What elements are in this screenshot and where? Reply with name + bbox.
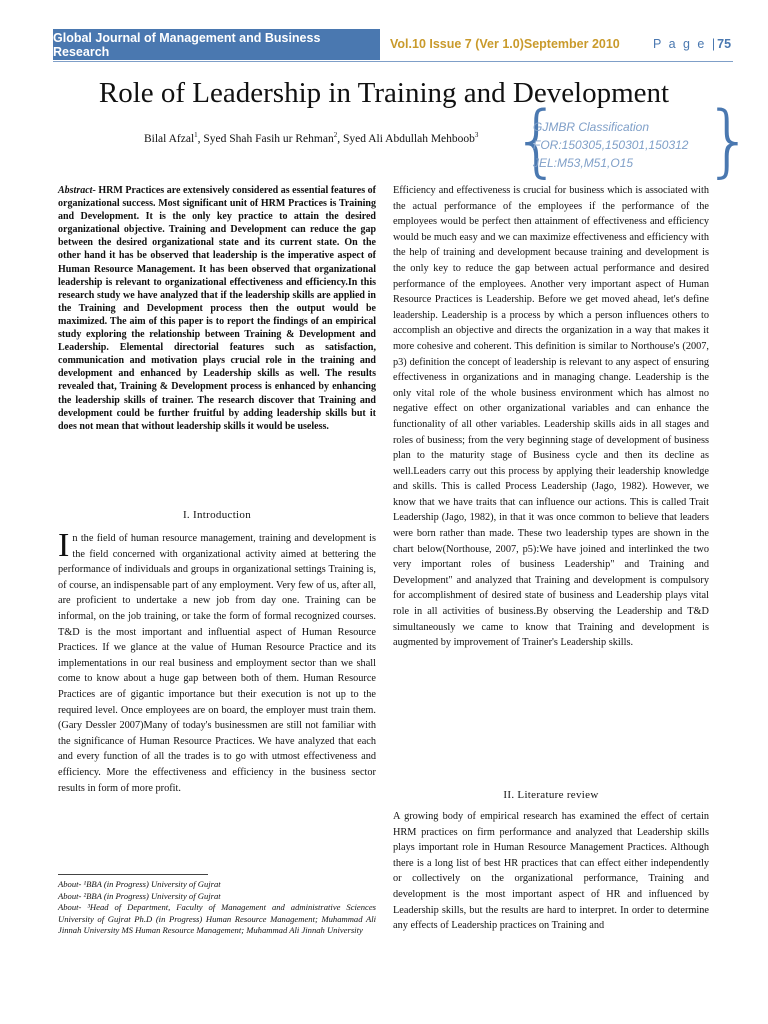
author-affiliation-mark: 2 — [333, 131, 338, 139]
left-brace-icon: { — [512, 96, 562, 186]
author-affiliation-mark: 3 — [474, 131, 479, 139]
footnote: About- ¹BBA (in Progress) University of Gujrat — [58, 879, 221, 889]
literature-review-paragraph: A growing body of empirical research has examined the effect of certain HRM practices on firm performance and analyzed that Leadership skills plays important role in Human Resource Management Practices. Although there is a long list of best HR practices that can effect either independently or collectively on the organizational performance, Training and development is the most important aspect of HR and influenced by Leadership skills, but the results are hard to interpret. In order to determine any effects of Leadership practices on Training and — [393, 811, 709, 932]
page-number: 75 — [717, 37, 732, 51]
author-name: , Syed Ali Abdullah Mehboob — [337, 132, 475, 145]
classification-codes — [533, 118, 688, 172]
footnote: About- ²BBA (in Progress) University of Gujrat — [58, 890, 221, 901]
author-affiliation-mark: 1 — [194, 131, 198, 139]
paper-title: Role of Leadership in Training and Development — [98, 77, 670, 109]
journal-name: Global Journal of Management and Business Research — [53, 30, 321, 59]
author-name: Bilal Afzal — [144, 132, 195, 145]
page-indicator — [653, 37, 731, 51]
drop-cap: I — [58, 527, 70, 564]
journal-name-banner — [53, 29, 380, 60]
header-divider — [53, 61, 733, 62]
section-heading-introduction: I. Introduction — [182, 509, 252, 521]
footnote-divider — [58, 874, 208, 875]
introduction-paragraph — [58, 527, 376, 796]
abstract-label: Abstract- — [58, 185, 96, 196]
jel-codes: JEL:M53,M51,O15 — [533, 156, 634, 170]
for-codes: FOR:150305,150301,150312 — [533, 138, 689, 152]
introduction-text: n the field of human resource management, training and development is the field concerned with organizational activity aimed at bettering the performance of individuals and groups in organizational settings Training is, of course, an indispensable part of any employment. Very few of us, after all, are proficient to undertake a new job from day one. Training can be informal, on the job training, or take the form of formal recognized courses. T&D is the most important and influential aspect of Human Resource Practices. If we glance at the value of Human Resource Practice and its implementations in our real business and employment sector than we shall come to know about a huge gap between both of them. Human Resource Practices are of gigantic importance but their execution is not up to the required level. Once employees are on board, the employer must train them.(Gary Dessler 2007)Many of today's businessmen are still not familiar with the significance of Human Resource Practices. We have analyzed that each and every function of all the trades is to go with utmost effectiveness and efficiency. More the effectiveness and efficiency in the business sector results in form of more profit. — [58, 533, 376, 794]
page-separator: | — [711, 37, 718, 51]
footnotes — [58, 879, 376, 937]
classification-box — [512, 96, 754, 186]
body-paragraph: Efficiency and effectiveness is crucial for business which is associated with the actual performance of the employees if the performance of the employees would be perfect then attainment of effectiveness and efficiency would be much easy and we can maximize effectiveness and efficiency with the help of training and development because training and development is the only key to reduce the gap between actual performance and desired performance of the employees. Another very important aspect of Human Resource Practices is Leadership. Before we get moved ahead, let's define leadership. Leadership is a process by which a person influences others to accomplish an objective and directs the organization in a way that makes it more cohesive and coherent. This definition is similar to Northouse's (2007, p3) definition the concept of leadership is relevant to any aspect of ensuring effectiveness in organizations and in managing change. Leadership is the only vital role of the whole business environment which has almost no negative effect on other organizational variables and can enhance the functionality of all other variables. Leadership skills aids in all stages and roles of business; from the very beginning stage of development of business plan to the maturity stage of Business cycle and then its decline as well.Leaders carry out this process by applying their leadership knowledge and skills. This is called Process Leadership (Jago, 1982). However, we know that we have traits that can influence our actions. This is called Trait Leadership (Jago, 1982), in that it was once common to believe that leaders were born rather than made. These two leadership types are shown in the chart below(Northouse, 2007, p5):We have joined and interlinked the two very important roles of business Leadership" and Training and Development" and analyzed that Training and development is compulsory for accomplishment of desired state of business and Leadership plays vital role in all activities of business.By observing the Leadership and T&D simultaneously we came to know that Training and development is augmented by improvement of Trainer's Leadership skills. — [393, 185, 709, 649]
author-list — [144, 131, 478, 145]
right-brace-icon: } — [704, 96, 754, 186]
author-name: , Syed Shah Fasih ur Rehman — [197, 132, 334, 145]
section-heading-literature-review: II. Literature review — [503, 789, 599, 801]
issue-info: Vol.10 Issue 7 (Ver 1.0)September 2010 — [390, 37, 620, 51]
abstract — [58, 184, 376, 433]
page-label: P a g e — [653, 37, 707, 51]
classification-title: GJMBR Classification — [533, 120, 650, 134]
footnote: About- ³Head of Department, Faculty of Management and administrative Sciences University of Gujrat Ph.D (in Progress) Human Resource Management; Muhammad Ali Jinnah University MS Human Resource Management; Muhammad Ali Jinnah University — [58, 902, 376, 935]
abstract-text: HRM Practices are extensively considered as essential features of organizational success. Most significant unit of HRM Practices is Training and Development. It is the only key practice to attain the desired organizational objective. Training and Development can reduce the gap between the desired organizational state and its current state. On the other hand it has be observed that leadership is the imperative aspect of Human Resource Management. It has been observed that organizational leadership is relevant to organizational effectiveness and efficiency.In this research study we have analyzed that if the leadership skills are applied in the Training and Development process then the output would be maximized. The aim of this paper is to report the findings of an empirical study exploring the relationship between Training & Development and Leadership. Elemental directorial features such as satisfaction, communication and motivation plays crucial role in the training and development and enhanced by Leadership skills as well. The results revealed that, Training & Development process is enhanced by enhancing the leadership skills of trainer. The research discover that Training and development could be further fruitful by adding leadership skills but it does not mean that without leadership skills it would be useless. — [58, 185, 376, 432]
